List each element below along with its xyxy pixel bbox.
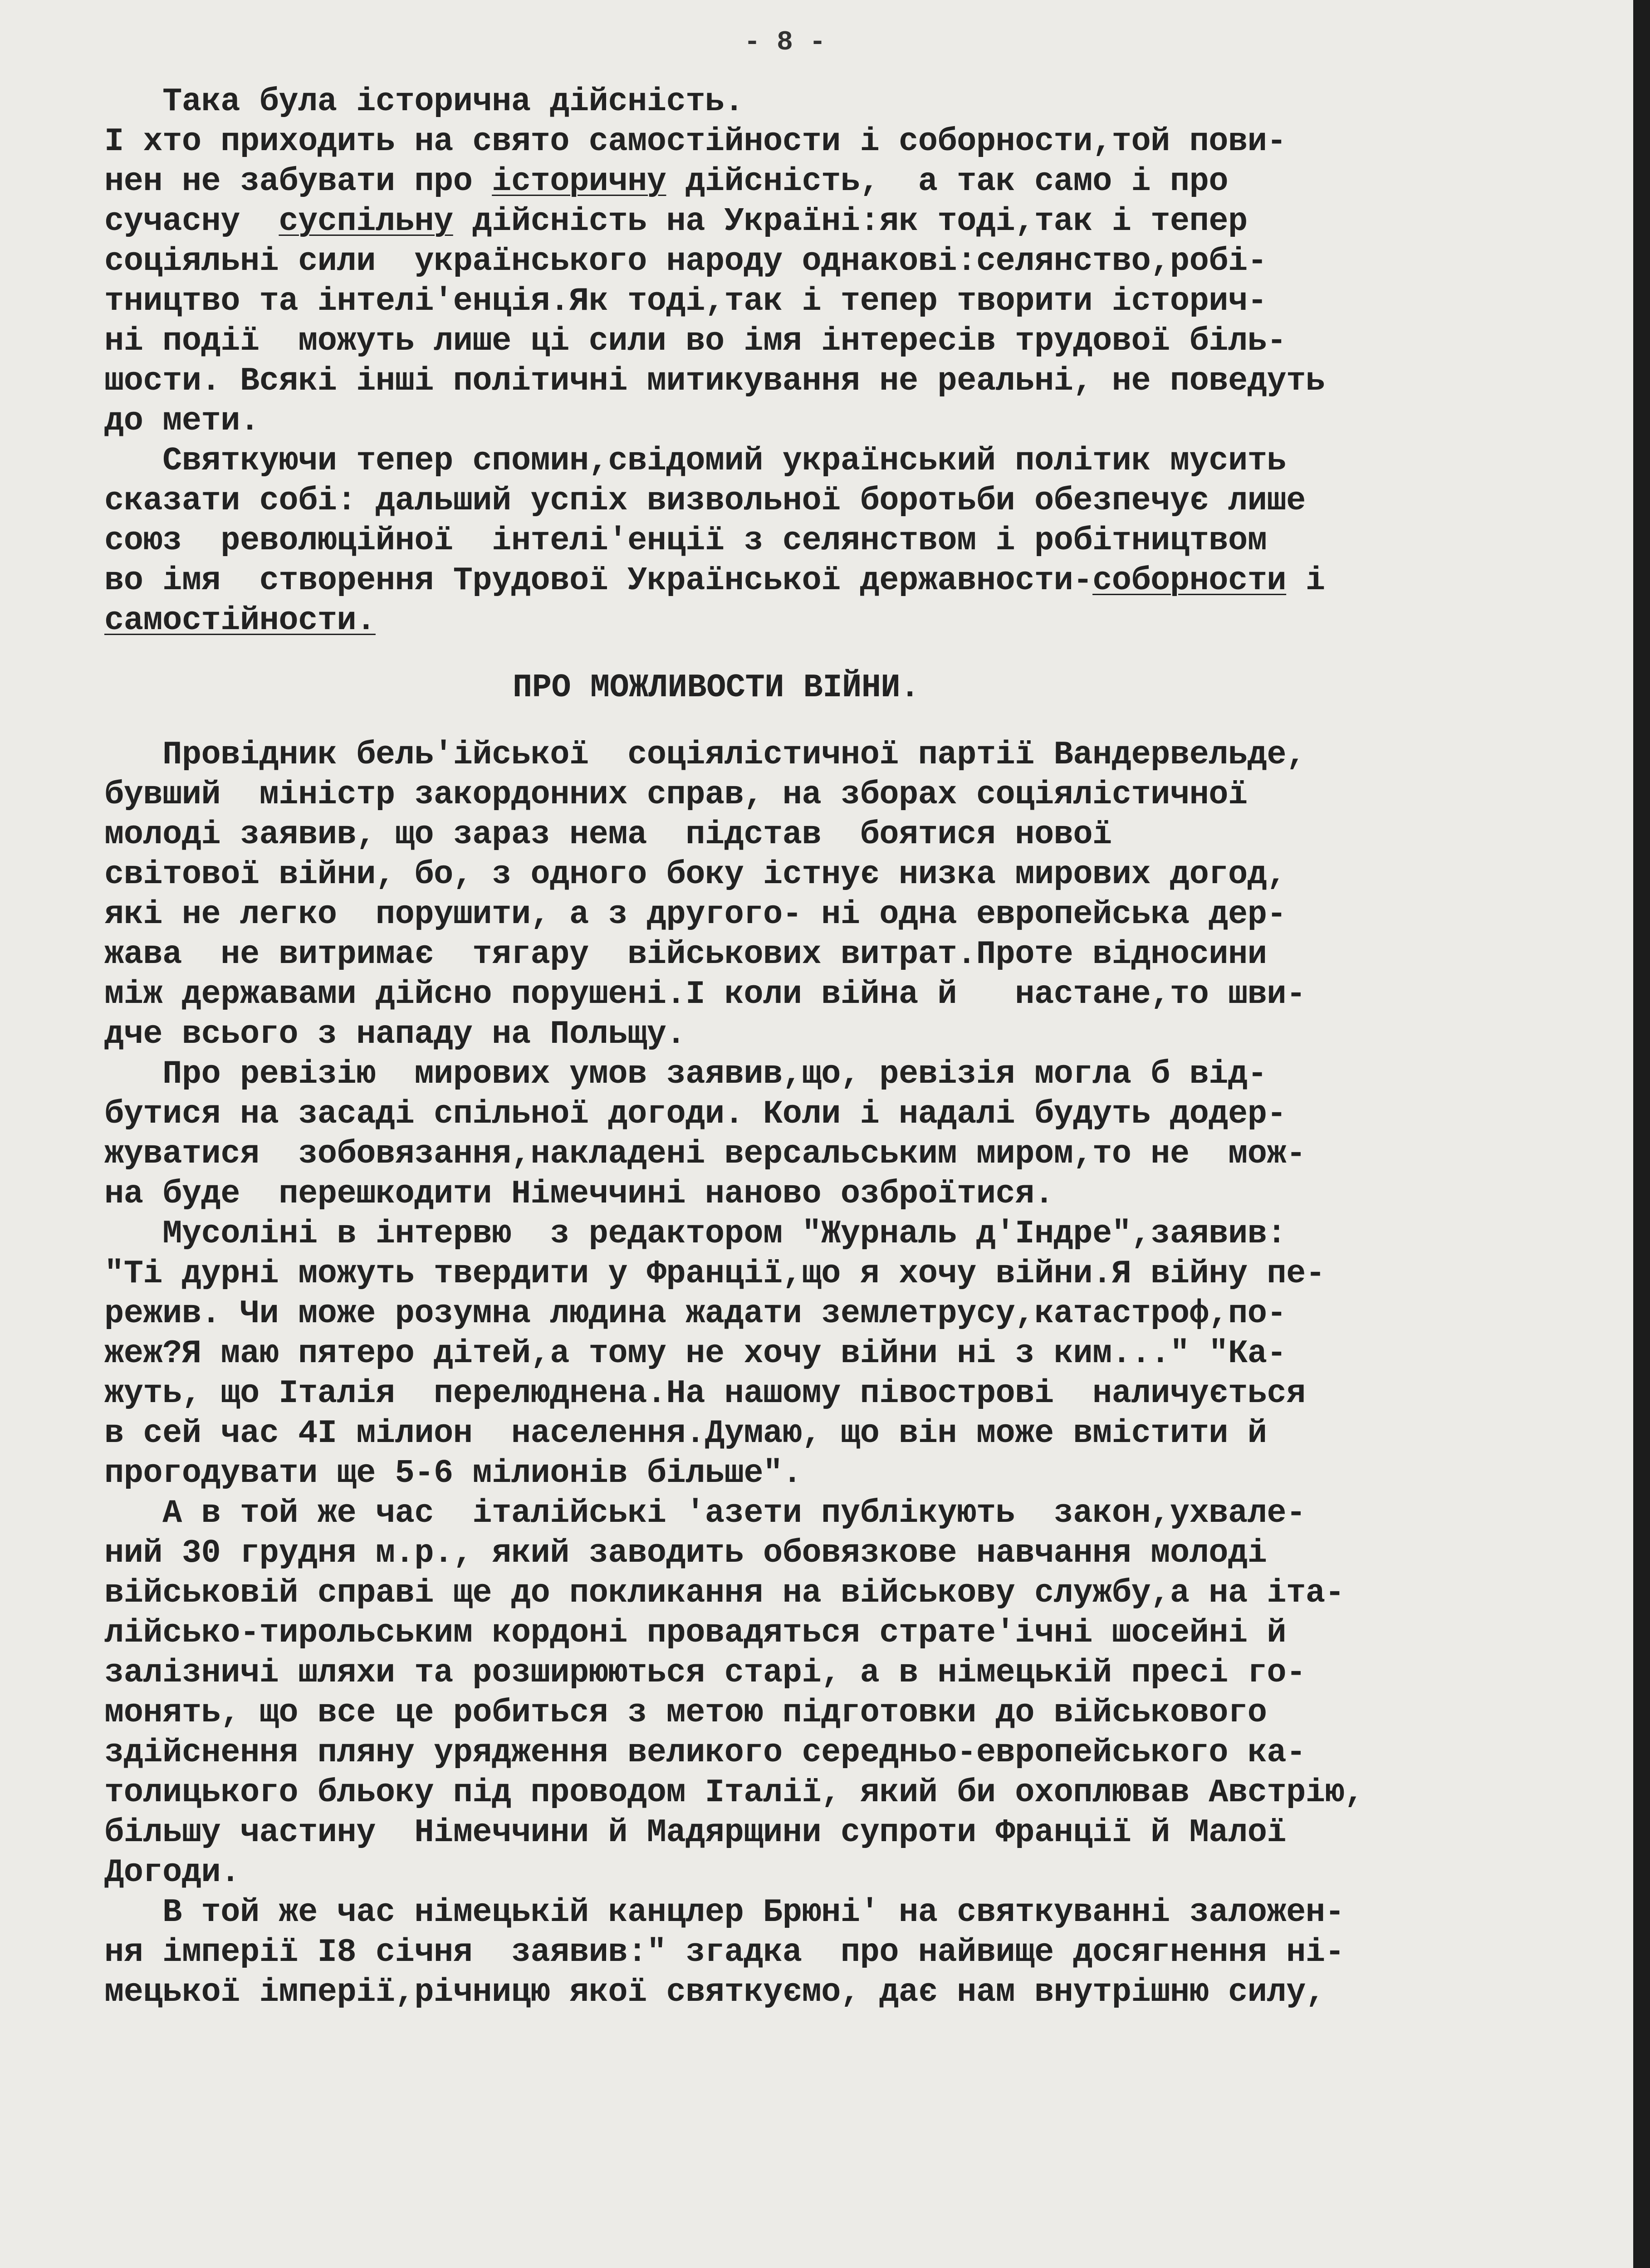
text-line: ні події можуть лише ці сили во імя інтересів трудової біль- — [104, 323, 1287, 360]
text-line: жуватися зобовязання,накладені версальським миром,то не мож- — [104, 1135, 1306, 1173]
text-line: бутися на засаді спільної догоди. Коли і надалі будуть додер- — [104, 1095, 1287, 1133]
text-line: монять, що все це робиться з метою підготовки до військового — [104, 1694, 1267, 1731]
text-line: молоді заявив, що зараз нема підстав боятися нової — [104, 816, 1112, 853]
text-line: шости. Всякі інші політичні митикування не реальні, не поведуть — [104, 362, 1325, 400]
page-number: - 8 - — [744, 27, 826, 58]
text-line: більшу частину Німеччини й Мадярщини супроти Франції й Малої — [104, 1814, 1287, 1851]
text-line: між державами дійсно порушені.І коли війна й настане,то шви- — [104, 976, 1306, 1013]
text-line: соціяльні сили українського народу однакові:селянство,робі- — [104, 243, 1267, 280]
text-line: світової війни, бо, з одного боку істнує низка мирових догод, — [104, 856, 1287, 893]
section-gap — [104, 640, 1520, 668]
text-line: жуть, що Італія перелюднена.На нашому півострові наличується — [104, 1375, 1306, 1412]
text-line: жава не витримає тягару військових витрат.Проте відносини — [104, 936, 1267, 973]
text-line: режив. Чи може розумна людина жадати землетрусу,катастроф,по- — [104, 1295, 1287, 1332]
underlined-word: історичну — [492, 163, 666, 200]
text-line: А в той же час італійські 'азети публікують закон,ухвале- — [104, 1495, 1306, 1532]
text-line — [104, 601, 1520, 640]
text-line: "Ті дурні можуть твердити у Франції,що я хочу війни.Я війну пе- — [104, 1255, 1325, 1292]
text-line: во імя створення Трудової Української державности-соборности і — [104, 562, 1325, 599]
text-line: жеж?Я маю пятеро дітей,а тому не хочу війни ні з ким..." "Ка- — [104, 1335, 1287, 1372]
text-line: бувший міністр закордонних справ, на зборах соціялістичної — [104, 776, 1248, 813]
text-line: Така була історична дійсність. — [104, 83, 744, 120]
text-line: на буде перешкодити Німеччині наново озброїтися. — [104, 1175, 1054, 1212]
text-line: Мусоліні в інтервю з редактором "Журналь д'Індре",заявив: — [104, 1215, 1287, 1252]
text-line: військовій справі ще до покликання на військову службу,а на іта- — [104, 1574, 1345, 1612]
text-line: І хто приходить на свято самостійности і соборности,той пови- — [104, 123, 1287, 160]
text-line: ня імперії І8 січня заявив:" згадка про найвище досягнення ні- — [104, 1934, 1345, 1971]
text-line: Святкуючи тепер спомин,свідомий український політик мусить — [104, 442, 1287, 479]
text-line: Догоди. — [104, 1854, 240, 1891]
text-line: лійсько-тирольським кордоні провадяться страте'ічні шосейні й — [104, 1614, 1287, 1652]
text-line: дче всього з нападу на Польщу. — [104, 1016, 686, 1053]
text-line: в сей час 4І мілион населення.Думаю, що він може вмістити й — [104, 1415, 1267, 1452]
section-body — [104, 735, 1520, 2012]
text-line: сказати собі: дальший успіх визвольної боротьби обезпечує лише — [104, 482, 1306, 519]
text-line: тництво та інтелі'енція.Як тоді,так і тепер творити історич- — [104, 283, 1267, 320]
text-line: мецької імперії,річницю якої святкуємо, дає нам внутрішню силу, — [104, 1974, 1325, 2011]
text-line: Про ревізію мирових умов заявив,що, ревізія могла б від- — [104, 1056, 1267, 1093]
underlined-word: соборности — [1092, 562, 1287, 599]
text-line: залізничі шляхи та розширюються старі, а в німецькій пресі го- — [104, 1654, 1306, 1691]
text-line: здійснення пляну урядження великого середньо-европейського ка- — [104, 1734, 1306, 1771]
section-gap — [104, 708, 1520, 735]
text-line: Провідник бель'ійської соціялістичної партії Вандервельде, — [104, 736, 1306, 773]
text-line: В той же час німецькій канцлер Брюні' на святкуванні заложен- — [104, 1894, 1345, 1931]
text-line: прогодувати ще 5-6 мілионів більше". — [104, 1455, 802, 1492]
section-heading: ПРО МОЖЛИВОСТИ ВІЙНИ. — [513, 669, 920, 706]
text-line: до мети. — [104, 402, 259, 440]
text-line: сучасну суспільну дійсність на Україні:як тоді,так і тепер — [104, 203, 1248, 240]
text-line: які не легко порушити, а з другого- ні одна европейська дер- — [104, 896, 1287, 933]
text-line: ний 30 грудня м.р., який заводить обовязкове навчання молоді — [104, 1535, 1267, 1572]
document-body — [104, 82, 1520, 2012]
underlined-word: суспільну — [279, 203, 453, 240]
text-line: толицького бльоку під проводом Італії, який би охоплював Австрію, — [104, 1774, 1364, 1811]
text-line: союз революційної інтелі'енції з селянством і робітництвом — [104, 522, 1267, 559]
text-line: нен не забувати про історичну дійсність, а так само і про — [104, 163, 1229, 200]
underlined-word: самостійности. — [104, 602, 376, 639]
